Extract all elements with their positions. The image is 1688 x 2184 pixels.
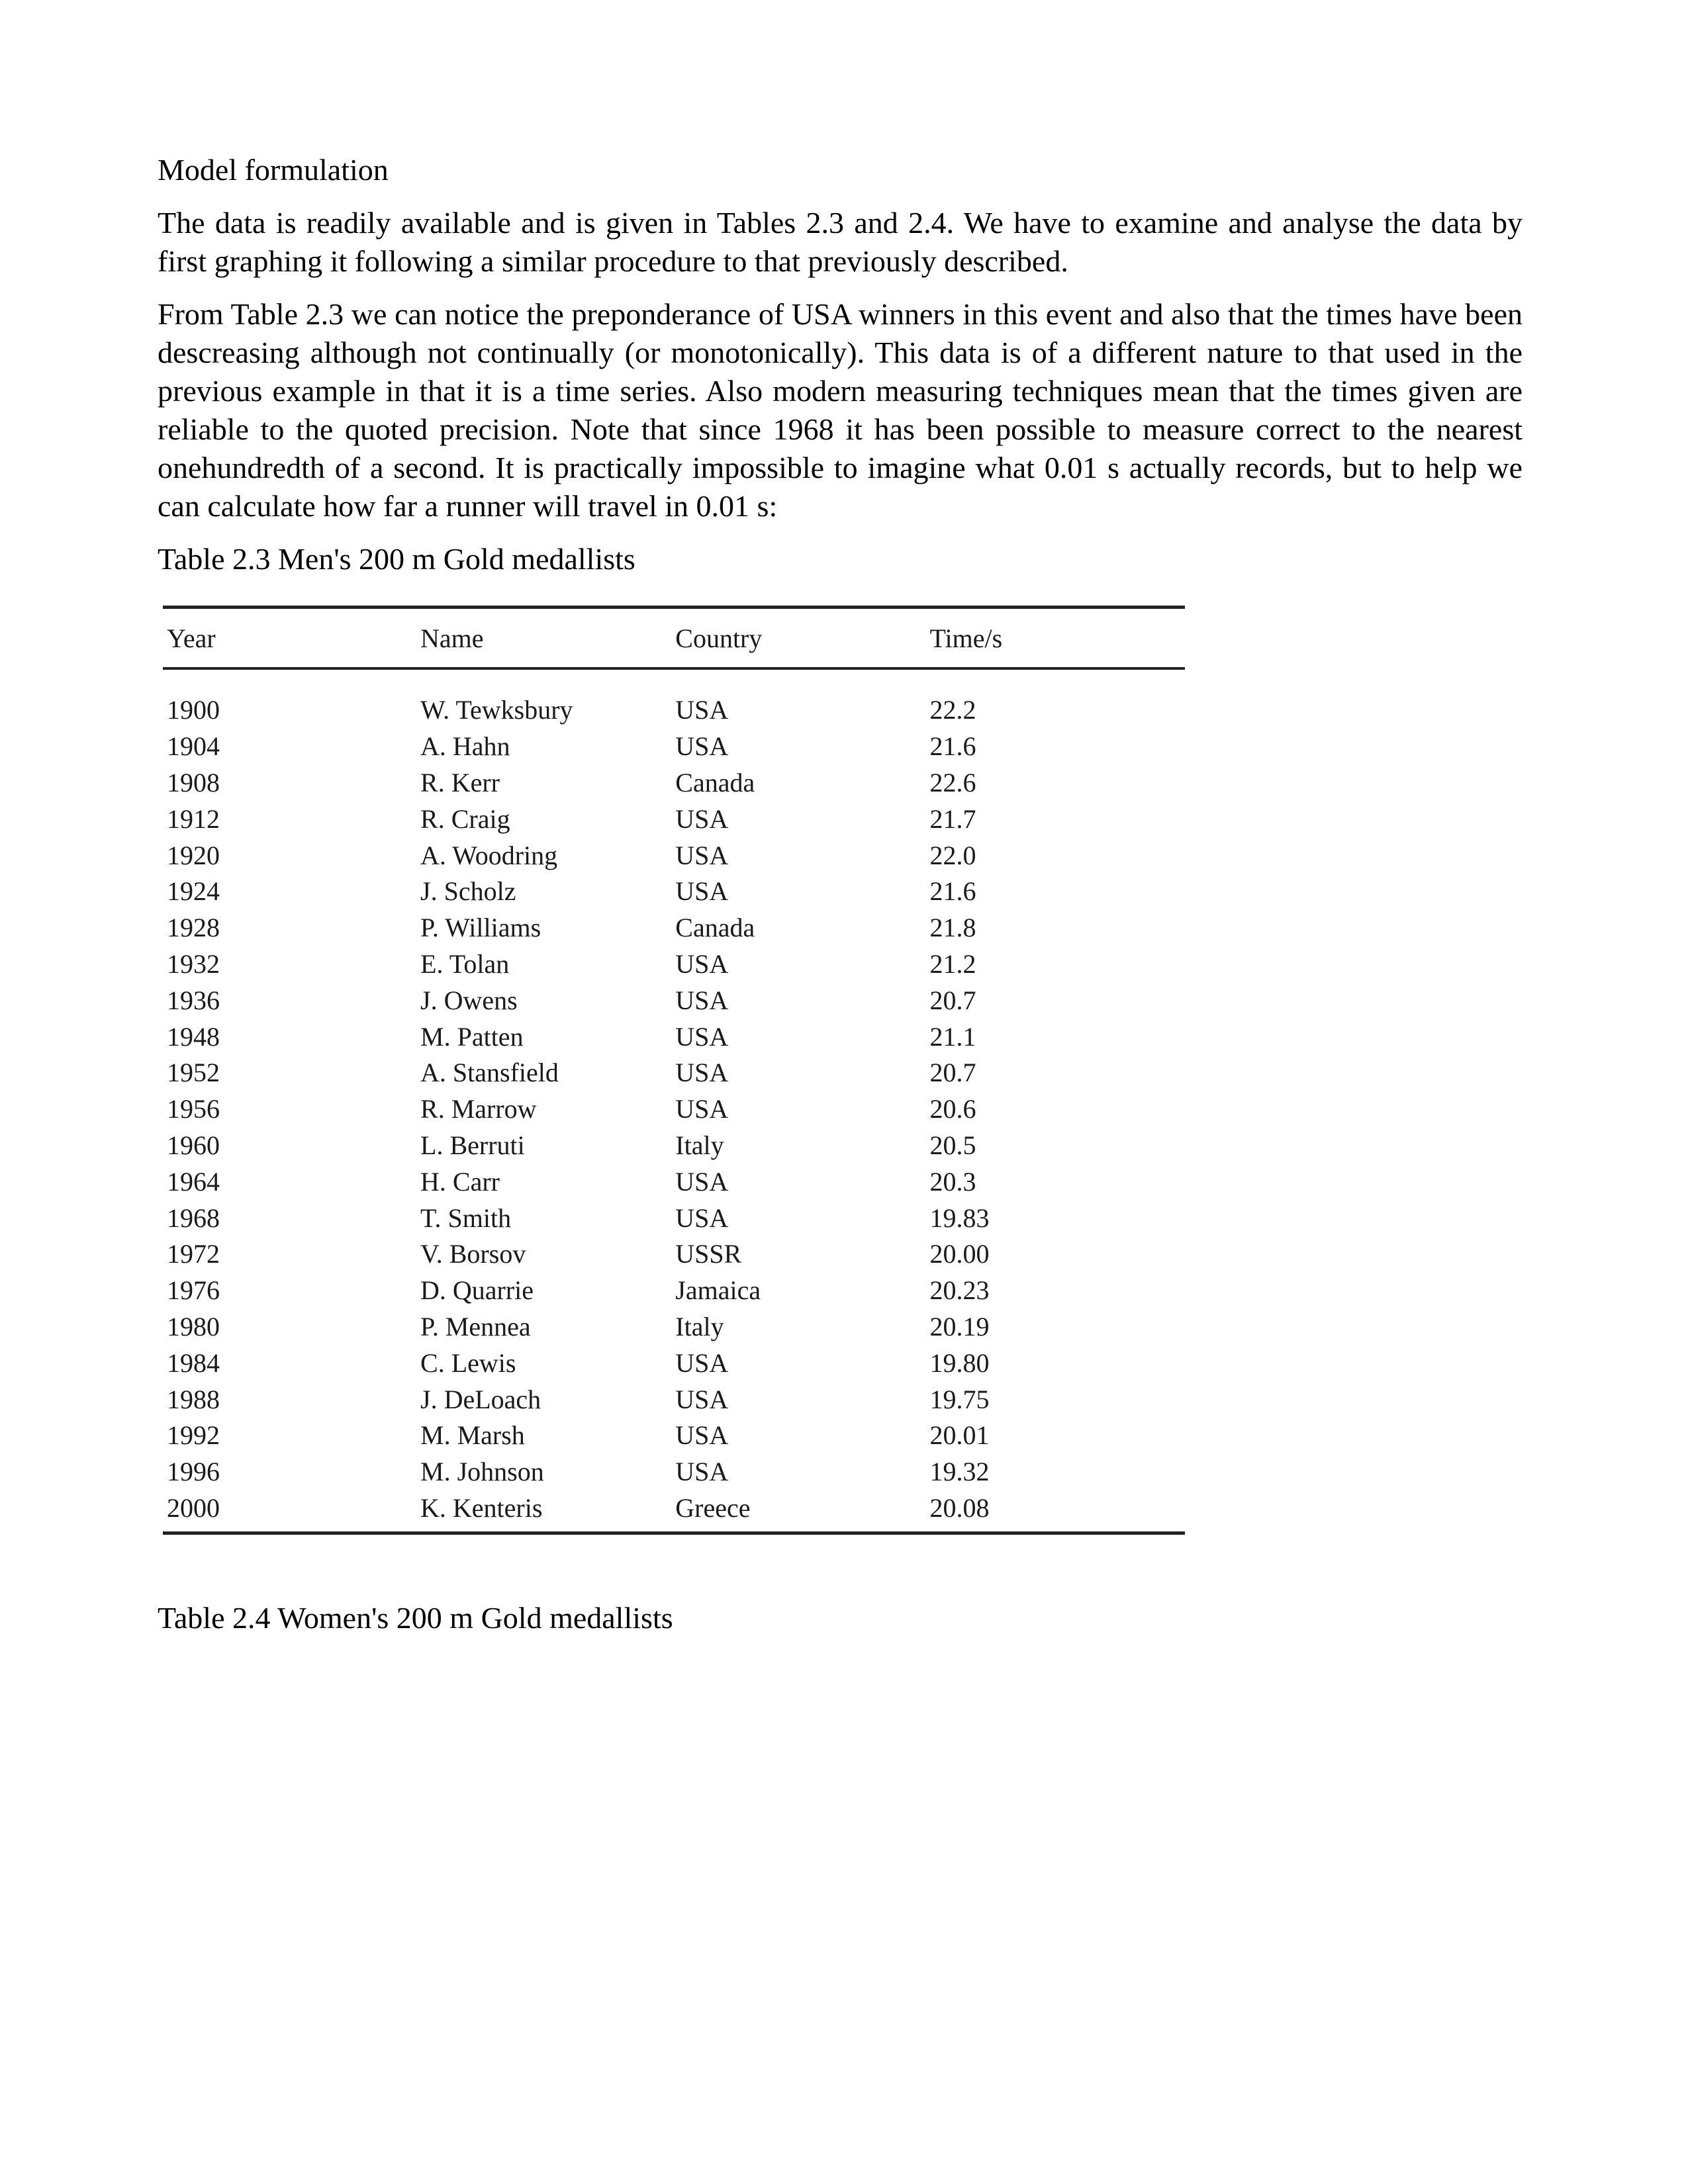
cell-year: 1932 (167, 948, 220, 979)
table-row (163, 1273, 1185, 1309)
cell-country: USA (675, 695, 729, 725)
table-row (163, 1490, 1185, 1533)
cell-name: R. Craig (420, 803, 510, 834)
document-page (158, 151, 1523, 578)
table-row (163, 1200, 1185, 1236)
cell-country: Canada (675, 913, 755, 943)
cell-time: 21.1 (929, 1021, 976, 1052)
cell-year: 1972 (167, 1239, 220, 1269)
cell-year: 1928 (167, 913, 220, 943)
cell-country: Jamaica (675, 1275, 761, 1306)
table-row (163, 1309, 1185, 1345)
header-country: Country (675, 623, 763, 653)
cell-name: C. Lewis (420, 1347, 516, 1378)
cell-time: 20.5 (929, 1130, 976, 1160)
cell-time: 21.6 (929, 731, 976, 762)
table-row (163, 1381, 1185, 1418)
header-name: Name (420, 623, 484, 653)
cell-time: 20.6 (929, 1094, 976, 1124)
cell-country: USA (675, 1347, 729, 1378)
cell-country: USA (675, 1058, 729, 1088)
cell-time: 20.19 (929, 1311, 990, 1342)
table-row (163, 982, 1185, 1019)
cell-country: USSR (675, 1239, 742, 1269)
cell-name: A. Stansfield (420, 1058, 559, 1088)
cell-name: T. Smith (420, 1203, 512, 1233)
cell-year: 1904 (167, 731, 220, 762)
cell-name: E. Tolan (420, 948, 510, 979)
cell-time: 22.6 (929, 767, 976, 797)
cell-country: USA (675, 840, 729, 870)
cell-year: 1920 (167, 840, 220, 870)
table-row (163, 1019, 1185, 1055)
table-row (163, 729, 1185, 765)
table-2-3 (163, 606, 1185, 1535)
cell-country: Canada (675, 767, 755, 797)
cell-time: 20.01 (929, 1420, 990, 1451)
cell-country: USA (675, 1166, 729, 1197)
table-row (163, 692, 1185, 729)
header-year: Year (167, 623, 216, 653)
cell-name: H. Carr (420, 1166, 500, 1197)
medallists-table (163, 606, 1185, 1535)
cell-country: USA (675, 1203, 729, 1233)
cell-year: 1996 (167, 1457, 220, 1487)
table-row (163, 1454, 1185, 1490)
table-row (163, 1345, 1185, 1381)
header-time: Time/s (929, 623, 1003, 653)
paragraph-1: The data is readily available and is given in Tables 2.3 and 2.4. We have to examine and analyse the data by first graphing it following a similar procedure to that previously described. (158, 206, 1523, 278)
cell-name: R. Marrow (420, 1094, 537, 1124)
cell-country: USA (675, 1420, 729, 1451)
section-heading: Model formulation (158, 153, 389, 187)
cell-time: 20.08 (929, 1492, 990, 1523)
cell-time: 20.3 (929, 1166, 976, 1197)
cell-country: USA (675, 1094, 729, 1124)
table-row (163, 801, 1185, 837)
table-row (163, 1163, 1185, 1200)
cell-time: 21.8 (929, 913, 976, 943)
cell-year: 1924 (167, 876, 220, 907)
cell-year: 1980 (167, 1311, 220, 1342)
cell-name: J. DeLoach (420, 1384, 541, 1414)
cell-name: M. Johnson (420, 1457, 544, 1487)
cell-name: K. Kenteris (420, 1492, 543, 1523)
cell-country: USA (675, 948, 729, 979)
cell-name: M. Patten (420, 1021, 524, 1052)
cell-name: J. Owens (420, 985, 518, 1015)
table-row (163, 946, 1185, 983)
cell-year: 1948 (167, 1021, 220, 1052)
cell-year: 1956 (167, 1094, 220, 1124)
cell-name: P. Williams (420, 913, 541, 943)
cell-time: 19.32 (929, 1457, 990, 1487)
table-row (163, 1091, 1185, 1128)
cell-name: V. Borsov (420, 1239, 526, 1269)
paragraph-2: From Table 2.3 we can notice the preponderance of USA winners in this event and also that the times have been descreasing although not continually (or monotonically). This data is of a different nature to that used in the previous example in that it is a time series. Also modern measuring techniques mean that the times given are reliable to the quoted precision. Note that since 1968 it has been possible to measure correct to the nearest onehundredth of a second. It is practically impossible to imagine what 0.01 s actually records, but to help we can calculate how far a runner will travel in 0.01 s: (158, 297, 1523, 523)
cell-country: Italy (675, 1130, 724, 1160)
cell-name: R. Kerr (420, 767, 500, 797)
cell-name: M. Marsh (420, 1420, 525, 1451)
cell-year: 1952 (167, 1058, 220, 1088)
table-row (163, 765, 1185, 801)
cell-name: W. Tewksbury (420, 695, 573, 725)
cell-country: Greece (675, 1492, 751, 1523)
cell-time: 19.80 (929, 1347, 990, 1378)
cell-time: 21.6 (929, 876, 976, 907)
cell-year: 1968 (167, 1203, 220, 1233)
cell-year: 1992 (167, 1420, 220, 1451)
table-row (163, 1418, 1185, 1454)
table-row (163, 837, 1185, 874)
table-2-3-caption: Table 2.3 Men's 200 m Gold medallists (158, 542, 635, 576)
table-row (163, 910, 1185, 946)
cell-name: A. Hahn (420, 731, 510, 762)
table-2-4-caption: Table 2.4 Women's 200 m Gold medallists (158, 1601, 673, 1635)
cell-name: A. Woodring (420, 840, 558, 870)
cell-year: 1964 (167, 1166, 220, 1197)
cell-year: 1908 (167, 767, 220, 797)
cell-time: 20.00 (929, 1239, 990, 1269)
cell-name: D. Quarrie (420, 1275, 534, 1306)
cell-country: USA (675, 876, 729, 907)
cell-time: 19.75 (929, 1384, 990, 1414)
table-row (163, 874, 1185, 910)
cell-country: USA (675, 1457, 729, 1487)
cell-year: 1984 (167, 1347, 220, 1378)
cell-time: 20.7 (929, 985, 976, 1015)
cell-country: USA (675, 985, 729, 1015)
cell-time: 21.7 (929, 803, 976, 834)
cell-country: USA (675, 1384, 729, 1414)
cell-time: 21.2 (929, 948, 976, 979)
cell-country: USA (675, 803, 729, 834)
table-row (163, 1128, 1185, 1164)
cell-year: 1988 (167, 1384, 220, 1414)
cell-time: 20.23 (929, 1275, 990, 1306)
cell-year: 1960 (167, 1130, 220, 1160)
cell-year: 1936 (167, 985, 220, 1015)
cell-year: 2000 (167, 1492, 220, 1523)
cell-country: Italy (675, 1311, 724, 1342)
cell-name: J. Scholz (420, 876, 516, 907)
table-header-row (163, 608, 1185, 669)
cell-year: 1912 (167, 803, 220, 834)
cell-name: P. Mennea (420, 1311, 531, 1342)
cell-year: 1900 (167, 695, 220, 725)
cell-country: USA (675, 731, 729, 762)
table-body (163, 668, 1185, 1533)
cell-time: 19.83 (929, 1203, 990, 1233)
cell-year: 1976 (167, 1275, 220, 1306)
cell-time: 20.7 (929, 1058, 976, 1088)
table-row (163, 1055, 1185, 1091)
cell-time: 22.2 (929, 695, 976, 725)
cell-country: USA (675, 1021, 729, 1052)
cell-time: 22.0 (929, 840, 976, 870)
cell-name: L. Berruti (420, 1130, 525, 1160)
table-row (163, 1236, 1185, 1273)
